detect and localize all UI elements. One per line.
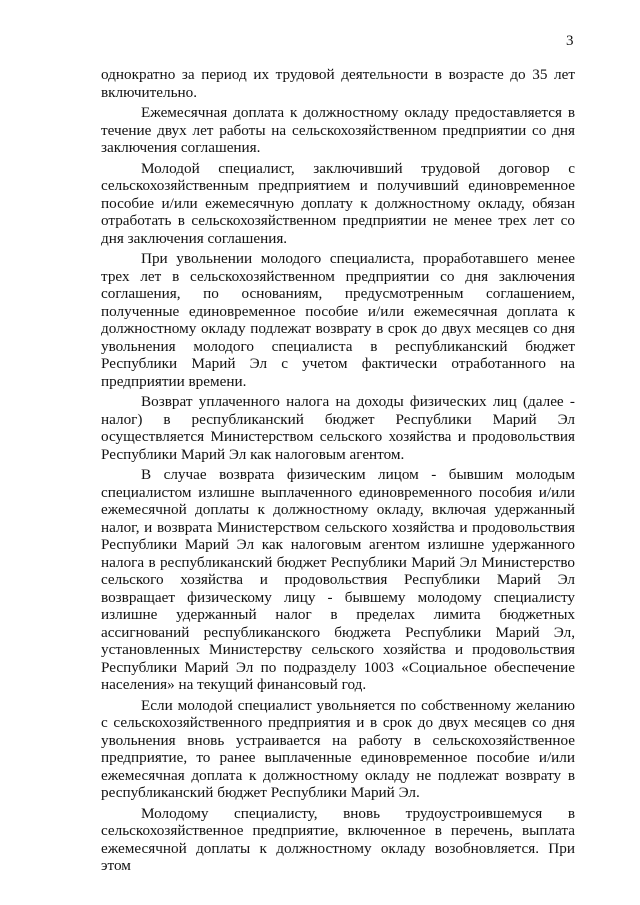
paragraph-8: Молодому специалисту, вновь трудоустроившемуся в сельскохозяйственное предприятие, включенное в перечень, выплата ежемесячной доплаты к должностному окладу возобновляется. При этом	[101, 804, 575, 874]
paragraph-4: При увольнении молодого специалиста, проработавшего менее трех лет в сельскохозяйственном предприятии со дня заключения соглашения, по основаниям, предусмотренным соглашением, полученные единовременное пособие и/или ежемесячная доплата к должностному окладу подлежат возврату в срок до двух месяцев со дня увольнения молодого специалиста в республиканский бюджет Республики Марий Эл с учетом фактически отработанного на предприятии времени.	[101, 250, 575, 390]
page-number: 3	[566, 33, 574, 49]
paragraph-2: Ежемесячная доплата к должностному окладу предоставляется в течение двух лет работы на сельскохозяйственном предприятии со дня заключения соглашения.	[101, 104, 575, 156]
paragraph-3: Молодой специалист, заключивший трудовой договор с сельскохозяйственным предприятием и получивший единовременное пособие и/или ежемесячную доплату к должностному окладу, обязан отработать в сельскохозяйственном предприятии не менее трех лет со дня заключения соглашения.	[101, 159, 575, 247]
paragraph-5: Возврат уплаченного налога на доходы физических лиц (далее - налог) в республиканский бюджет Республики Марий Эл осуществляется Министерством сельского хозяйства и продовольствия Республики Марий Эл как налоговым агентом.	[101, 393, 575, 463]
paragraph-7: Если молодой специалист увольняется по собственному желанию с сельскохозяйственного предприятия и в срок до двух месяцев со дня увольнения вновь устраивается на работу в сельскохозяйственное предприятие, то ранее выплаченные единовременное пособие и/или ежемесячная доплата к должностному окладу не подлежат возврату в республиканский бюджет Республики Марий Эл.	[101, 696, 575, 801]
paragraph-6: В случае возврата физическим лицом - бывшим молодым специалистом излишне выплаченного единовременного пособия и/или ежемесячной доплаты к должностному окладу, включая удержанный налог, и возврата Министерством сельского хозяйства и продовольствия Республики Марий Эл как налоговым агентом излишне удержанного налога в республиканский бюджет Республики Марий Эл Министерство сельского хозяйства и продовольствия Республики Марий Эл возвращает физическому лицу - бывшему молодому специалисту излишне удержанный налог в пределах лимита бюджетных ассигнований республиканского бюджета Республики Марий Эл, установленных Министерству сельского хозяйства и продовольствия Республики Марий Эл по подразделу 1003 «Социальное обеспечение населения» на текущий финансовый год.	[101, 466, 575, 693]
document-body	[101, 66, 575, 878]
paragraph-1: однократно за период их трудовой деятельности в возрасте до 35 лет включительно.	[101, 66, 575, 101]
